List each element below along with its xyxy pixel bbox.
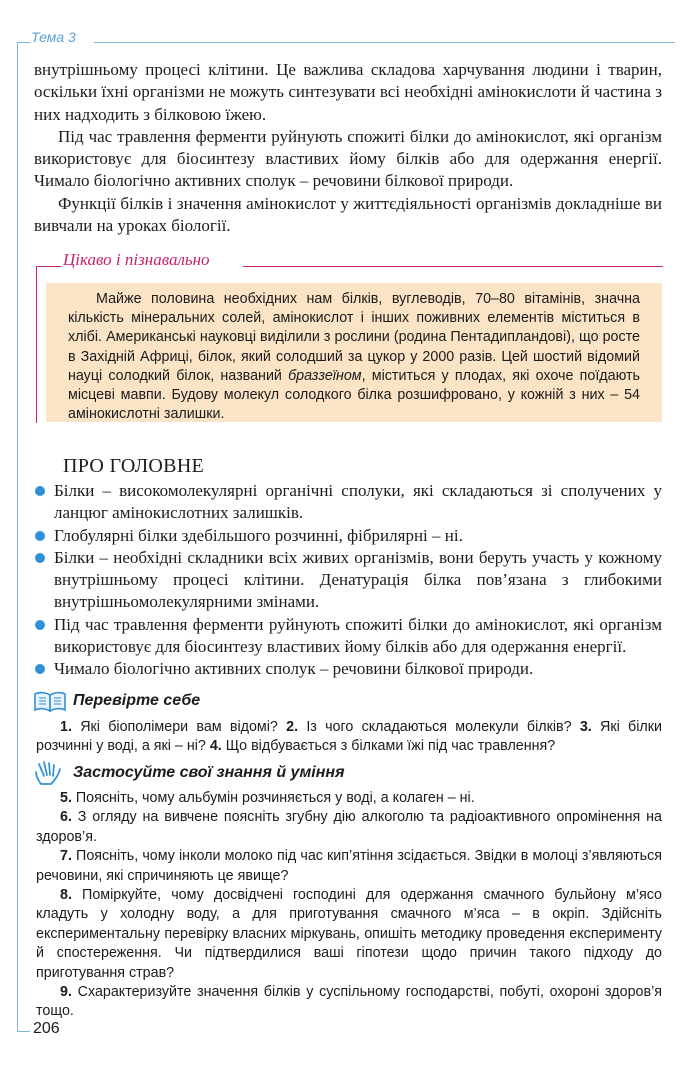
check-title: Перевірте себе bbox=[73, 692, 201, 709]
summary-item: Глобулярні білки здебільшого розчинні, фібрилярні – ні. bbox=[34, 525, 662, 547]
check-paragraph bbox=[36, 718, 662, 757]
summary-item: Під час травлення ферменти руйнують спожиті білки до амінокислот, які організм використовує для біосинтезу властивих йому білків або для одержання енергії. bbox=[34, 614, 662, 659]
task-number: 8. bbox=[60, 887, 72, 904]
intro-paragraph: внутрішньому процесі клітини. Це важлива складова харчування людини і тварин, оскільки їхні організми не можуть синтезувати всі необхідні амінокислоти й частина з них надходить з білковою їжею. bbox=[34, 60, 662, 124]
apply-title: Застосуйте свої знання й уміння bbox=[73, 764, 345, 781]
question-number: 2. bbox=[286, 719, 299, 735]
question-text: Які біополімери вам відомі? bbox=[71, 719, 287, 735]
interesting-text-part: Майже половина необхідних нам білків, вуглеводів, 70–80 вітамінів, значна кількість мінеральних солей, амінокислот і інших поживних елементів міститься в хлібі. Американські науковці виділили з рослини (родина Пентадипландові), що росте в Західній Африці, білок, який солодший за цукор у 2000 разів. Цей шостий відомий науці солодкий білок, названий bbox=[68, 291, 640, 384]
task bbox=[36, 983, 662, 1022]
intro-text bbox=[34, 59, 662, 237]
task bbox=[36, 847, 662, 886]
interesting-box bbox=[46, 283, 662, 422]
page-number: 206 bbox=[33, 1020, 60, 1037]
interesting-text bbox=[68, 290, 640, 424]
summary-item: Чимало біологічно активних сполук – речовини білкової природи. bbox=[34, 658, 662, 680]
apply-tasks bbox=[36, 789, 662, 1022]
task-text: З огляду на вивчене поясніть згубну дію алкоголю та радіоактивного опромінення на здоров’я. bbox=[36, 809, 662, 845]
intro-paragraph: Функції білків і значення амінокислот у життєдіяльності організмів докладніше ви вивчали на уроках біології. bbox=[34, 193, 662, 236]
task bbox=[36, 886, 662, 983]
interesting-title: Цікаво і пізнавально bbox=[63, 250, 210, 269]
page-bracket bbox=[17, 42, 30, 1032]
task-number: 9. bbox=[60, 984, 72, 1001]
task-text: Схарактеризуйте значення білків у суспільному господарстві, побуті, охороні здоров’я тощо. bbox=[36, 984, 662, 1020]
summary-item: Білки – високомолекулярні органічні сполуки, які складаються зі сполучених у ланцюг амінокислотних залишків. bbox=[34, 480, 662, 525]
question-text: Із чого складаються молекули білків? bbox=[298, 719, 580, 735]
header-rule bbox=[94, 42, 675, 43]
question-number: 1. bbox=[60, 719, 72, 735]
task-number: 5. bbox=[60, 790, 72, 806]
intro-paragraph: Під час травлення ферменти руйнують спожиті білки до амінокислот, які організм використовує для біосинтезу властивих йому білків або для одержання енергії. Чимало біологічно активних сполук – речовини білкової природи. bbox=[34, 126, 662, 191]
task-text: Поясніть, чому альбумін розчиняється у воді, а колаген – ні. bbox=[71, 790, 475, 806]
task-text: Поясніть, чому інколи молоко під час кип’ятіння зсідається. Звідки в молоці з’являються речовини, які спричиняють це явище? bbox=[36, 848, 662, 884]
question-text: Які білки розчинні у воді, а які – ні? bbox=[36, 719, 662, 755]
task bbox=[36, 789, 662, 808]
question-number: 4. bbox=[209, 738, 222, 755]
open-book-icon bbox=[33, 690, 67, 714]
question-text: Що відбувається з білками їжі під час травлення? bbox=[221, 738, 556, 755]
check-questions bbox=[36, 718, 662, 757]
task-text: Поміркуйте, чому досвідчені господині для одержання смачного бульйону м’ясо кладуть у холодну воду, а для приготування смачного м’яса – в окріп. Здійсніть експериментальну перевірку власних міркувань, опишіть методику проведення експерименту й спостереження. Чи підтвердилися ваші гіпотези щодо причин такого підходу до приготування страв? bbox=[36, 887, 662, 981]
question-number: 3. bbox=[579, 719, 592, 735]
interesting-text-part: , міститься у плодах, які охоче поїдають місцеві мавпи. Будову молекул солодкого білка розшифровано, у кожній з них – 54 амінокислотні залишки. bbox=[68, 367, 640, 423]
summary-list bbox=[34, 480, 662, 681]
topic-label: Тема 3 bbox=[31, 29, 76, 45]
interesting-rule bbox=[243, 266, 663, 267]
task bbox=[36, 808, 662, 847]
task-number: 6. bbox=[60, 809, 72, 826]
summary-title: ПРО ГОЛОВНЕ bbox=[63, 455, 205, 477]
hand-icon bbox=[33, 760, 63, 786]
task-number: 7. bbox=[60, 848, 72, 865]
brazzein-term: браззеїном bbox=[288, 367, 362, 384]
summary-item: Білки – необхідні складники всіх живих організмів, вони беруть участь у кожному внутрішньому процесі клітини. Денатурація білка пов’язана з глибокими внутрішньомолекулярними змінами. bbox=[34, 547, 662, 614]
